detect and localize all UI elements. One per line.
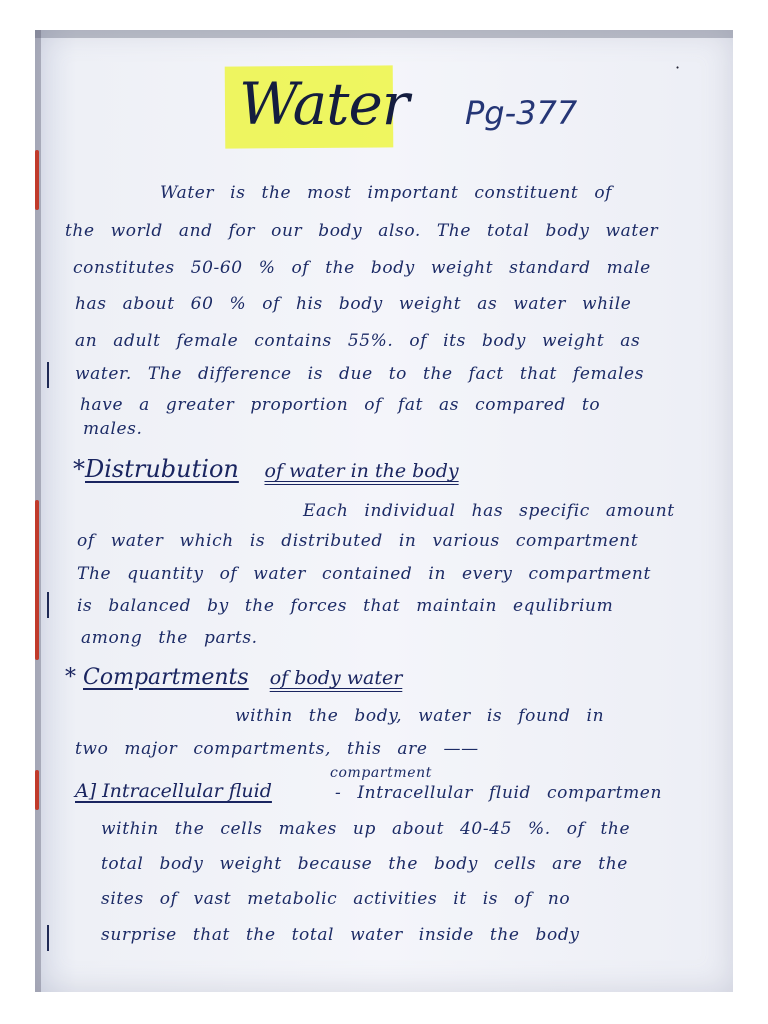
intracellular-heading: A] Intracellular fluid [75, 780, 272, 802]
page-reference: Pg-377 [465, 94, 578, 132]
intracellular-line: total body weight because the body cells are the [101, 854, 628, 874]
red-margin-mark [35, 500, 39, 660]
title-block [225, 66, 409, 148]
intro-line: males. [83, 419, 143, 439]
compartments-heading-title: Compartments [83, 665, 249, 690]
page-top-edge-shadow [35, 30, 733, 38]
distribution-heading [73, 455, 459, 483]
distribution-line: is balanced by the forces that maintain equlibrium [77, 596, 614, 616]
bullet-star: * [73, 455, 85, 483]
intro-line: Water is the most important constituent of [160, 183, 613, 203]
distribution-heading-rest: of water in the body [264, 460, 459, 482]
red-margin-mark [35, 770, 39, 810]
compartments-line: two major compartments, this are —— [75, 739, 479, 759]
page-title: Water [239, 70, 409, 138]
intracellular-line: within the cells makes up about 40-45 %. of the [101, 819, 631, 839]
margin-tick [47, 925, 49, 951]
compartments-heading [65, 665, 402, 690]
intro-line: water. The difference is due to the fact that females [75, 364, 645, 384]
intracellular-line: - Intracellular fluid compartmen [335, 783, 662, 803]
distribution-line: among the parts. [81, 628, 258, 648]
intro-line: the world and for our body also. The total body water [65, 221, 659, 241]
distribution-line: The quantity of water contained in every compartment [77, 564, 651, 584]
margin-tick [47, 362, 49, 388]
distribution-heading-title: Distrubution [85, 455, 239, 483]
intro-line: has about 60 % of his body weight as water while [75, 294, 632, 314]
compartments-line: within the body, water is found in [235, 706, 605, 726]
intro-line: constitutes 50-60 % of the body weight standard male [73, 258, 651, 278]
intracellular-line: surprise that the total water inside the body [101, 925, 580, 945]
bullet-star: * [65, 665, 76, 690]
compartments-heading-rest: of body water [269, 667, 403, 689]
inserted-word: compartment [330, 765, 432, 781]
distribution-line: Each individual has specific amount [303, 501, 675, 521]
intro-line: have a greater proportion of fat as compared to [80, 395, 601, 415]
red-margin-mark [35, 150, 39, 210]
intro-line: an adult female contains 55%. of its body weight as [75, 331, 641, 351]
intracellular-line: sites of vast metabolic activities it is of no [101, 889, 571, 909]
notebook-page [35, 30, 733, 992]
distribution-line: of water which is distributed in various compartment [77, 531, 639, 551]
margin-tick [47, 592, 49, 618]
ink-dot: · [675, 58, 681, 77]
